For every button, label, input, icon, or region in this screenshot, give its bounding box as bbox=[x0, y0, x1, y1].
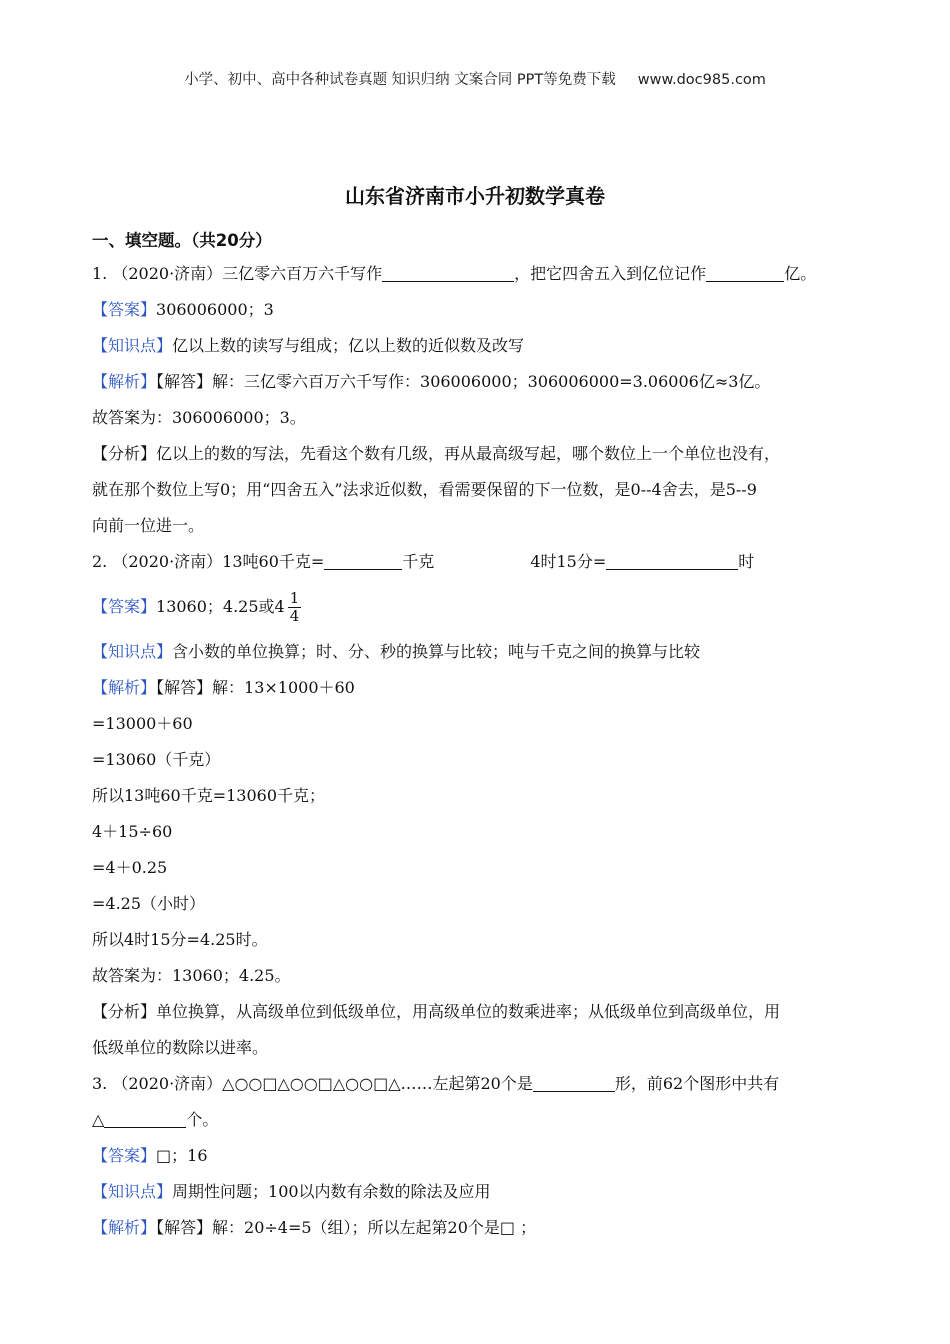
q2-fenxi-2: 低级单位的数除以进率。 bbox=[92, 1038, 269, 1057]
document-body bbox=[92, 226, 862, 1246]
q2-step: =13060（千克） bbox=[92, 750, 221, 769]
q1-fenxi-3: 向前一位进一。 bbox=[92, 516, 205, 535]
q2-fenxi-1: 【分析】单位换算，从高级单位到低级单位，用高级单位的数乘进率；从低级单位到高级单位，用 bbox=[92, 1002, 781, 1021]
q2-step: =13000＋60 bbox=[92, 714, 193, 733]
q1-fenxi-1: 【分析】亿以上的数的写法，先看这个数有几级，再从最高级写起，哪个数位上一个单位也没有， bbox=[92, 444, 781, 463]
q3-knowledge: 【知识点】周期性问题；100以内数有余数的除法及应用 bbox=[92, 1182, 491, 1201]
section-title: 一、填空题。（共20分） bbox=[92, 231, 272, 250]
mixed-fraction: $\frac{1}{4}$ bbox=[289, 589, 300, 625]
document-title: 山东省济南市小升初数学真卷 bbox=[345, 184, 605, 208]
q1-conclusion: 故答案为：306006000；3。 bbox=[92, 408, 306, 427]
q2-stem: 2. （2020·济南）13吨60千克= 千克 4时15分= 时 bbox=[92, 552, 755, 571]
q2-blank-1 bbox=[324, 551, 402, 570]
q2-step: 所以4时15分=4.25时。 bbox=[92, 930, 268, 949]
q2-step: =4.25（小时） bbox=[92, 894, 206, 913]
q1-blank-2 bbox=[706, 263, 784, 282]
q1-stem: 1. （2020·济南）三亿零六百万六千写作 ，把它四舍五入到亿位记作 亿。 bbox=[92, 264, 817, 283]
q1-analysis: 【解析】【解答】解：三亿零六百万六千写作：306006000；306006000=3.06006亿≈3亿。 bbox=[92, 372, 771, 391]
q3-stem-1: 3. （2020·济南）△○○□△○○□△○○□△……左起第20个是 形，前62个图形中共有 bbox=[92, 1074, 780, 1093]
q2-knowledge: 【知识点】含小数的单位换算；时、分、秒的换算与比较；吨与千克之间的换算与比较 bbox=[92, 642, 701, 661]
q1-fenxi-2: 就在那个数位上写0；用“四舍五入”法求近似数，看需要保留的下一位数，是0--4舍去，是5--9 bbox=[92, 480, 757, 499]
q2-step: =4＋0.25 bbox=[92, 858, 168, 877]
q1-knowledge: 【知识点】亿以上数的读写与组成；亿以上数的近似数及改写 bbox=[92, 336, 525, 355]
q1-blank-1 bbox=[382, 263, 514, 282]
q1-answer: 【答案】306006000；3 bbox=[92, 300, 274, 319]
q2-blank-2 bbox=[606, 551, 738, 570]
header-site-link[interactable]: www.doc985.com bbox=[637, 72, 766, 88]
q2-step: 4＋15÷60 bbox=[92, 822, 173, 841]
page-header bbox=[0, 68, 950, 89]
q2-analysis: 【解析】【解答】解：13×1000＋60 bbox=[92, 678, 355, 697]
q2-answer: 【答案】13060；4.25或4 $\frac{1}{4}$ bbox=[92, 589, 300, 625]
q2-step: 所以13吨60千克=13060千克； bbox=[92, 786, 326, 805]
q2-step: 故答案为：13060；4.25。 bbox=[92, 966, 291, 985]
header-text: 小学、初中、高中各种试卷真题 知识归纳 文案合同 PPT等免费下载 bbox=[184, 72, 616, 88]
q3-analysis: 【解析】【解答】解：20÷4=5（组）；所以左起第20个是□ ； bbox=[92, 1218, 537, 1237]
q3-blank-2 bbox=[104, 1109, 186, 1128]
q3-blank-1 bbox=[533, 1073, 615, 1092]
q3-answer: 【答案】□；16 bbox=[92, 1146, 208, 1165]
q3-stem-2: △ 个。 bbox=[92, 1110, 219, 1129]
